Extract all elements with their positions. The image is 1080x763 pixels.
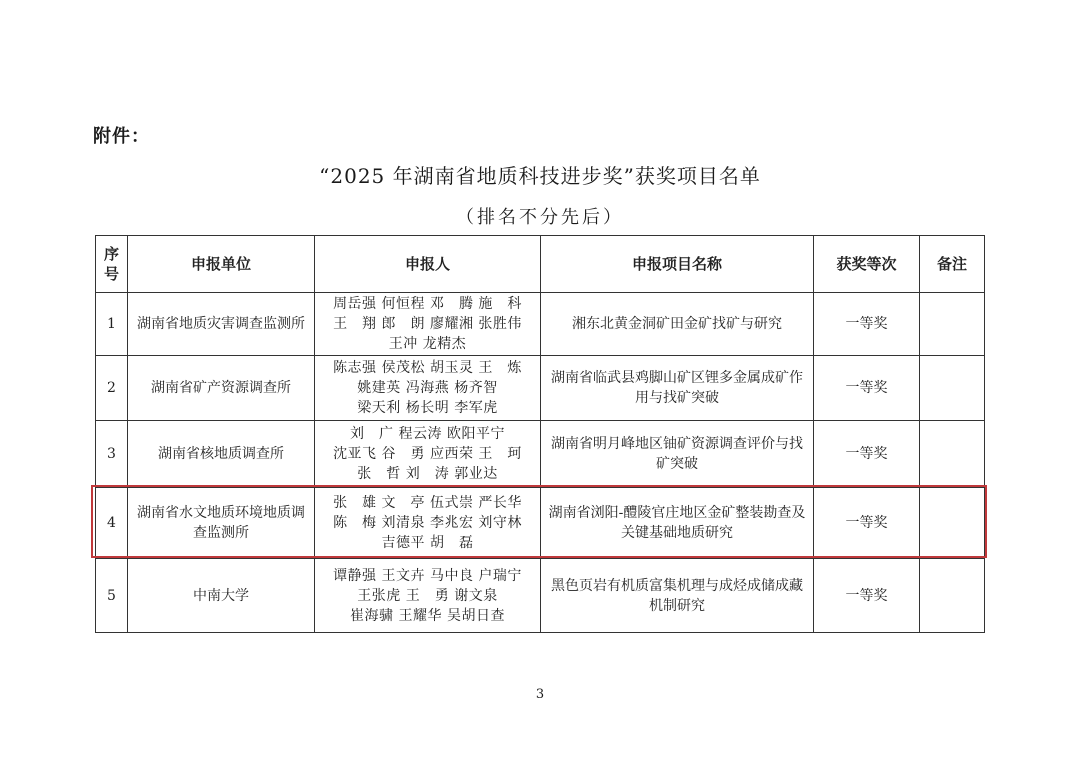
persons-line: 陈志强 侯茂松 胡玉灵 王 炼 [333,360,522,376]
persons-line: 沈亚飞 谷 勇 应西荣 王 珂 [333,446,522,462]
header-seq-line2: 号 [103,265,119,283]
persons-line: 张 雄 文 亭 伍式崇 严长华 [333,495,522,511]
cell-award: 一等奖 [814,356,920,421]
cell-note [920,488,985,559]
table-row-highlighted [96,488,985,559]
cell-unit: 湖南省水文地质环境地质调查监测所 [128,488,315,559]
header-persons: 申报人 [315,236,541,293]
cell-project: 湖南省临武县鸡脚山矿区锂多金属成矿作用与找矿突破 [541,356,814,421]
cell-seq: 3 [96,421,128,488]
persons-line: 崔海骕 王耀华 吴胡日查 [350,607,505,624]
cell-note [920,421,985,488]
cell-project: 黑色页岩有机质富集机理与成烃成储成藏机制研究 [541,559,814,633]
cell-unit: 湖南省地质灾害调查监测所 [128,293,315,356]
cell-award: 一等奖 [814,488,920,559]
cell-seq: 5 [96,559,128,633]
cell-note [920,559,985,633]
cell-project: 湘东北黄金洞矿田金矿找矿与研究 [541,293,814,356]
cell-seq: 4 [96,488,128,559]
header-project: 申报项目名称 [541,236,814,293]
cell-persons [315,559,541,633]
cell-award: 一等奖 [814,421,920,488]
cell-persons [315,488,541,559]
cell-unit: 湖南省核地质调查所 [128,421,315,488]
page-number: 3 [535,687,545,702]
table-row [96,421,985,488]
cell-award: 一等奖 [814,293,920,356]
header-seq [96,236,128,293]
persons-line: 刘 广 程云涛 欧阳平宁 [350,426,505,442]
cell-unit: 中南大学 [128,559,315,633]
attachment-label: 附件： [93,126,150,147]
table-row [96,293,985,356]
header-seq-line1: 序 [103,245,119,263]
persons-line: 谭静强 王文卉 马中良 户瑞宁 [333,567,522,584]
persons-line: 王冲 龙精杰 [388,336,467,352]
persons-line: 王张虎 王 勇 谢文泉 [357,587,498,604]
document-title: “2025 年湖南省地质科技进步奖”获奖项目名单 [319,164,761,188]
award-list-table [95,235,985,633]
header-award: 获奖等次 [814,236,920,293]
cell-seq: 1 [96,293,128,356]
persons-line: 梁天利 杨长明 李军虎 [357,400,498,416]
header-unit: 申报单位 [128,236,315,293]
persons-line: 姚建英 冯海燕 杨齐智 [357,380,498,396]
cell-persons [315,421,541,488]
cell-unit: 湖南省矿产资源调查所 [128,356,315,421]
persons-line: 张 哲 刘 涛 郭业达 [357,466,498,482]
persons-line: 吉德平 胡 磊 [381,535,474,551]
table-header-row [96,236,985,293]
cell-persons [315,293,541,356]
header-note: 备注 [920,236,985,293]
cell-note [920,293,985,356]
cell-project: 湖南省浏阳-醴陵官庄地区金矿整装勘查及关键基础地质研究 [541,488,814,559]
document-subtitle: （排名不分先后） [456,207,624,228]
table-row [96,559,985,633]
cell-project: 湖南省明月峰地区铀矿资源调查评价与找矿突破 [541,421,814,488]
table-row [96,356,985,421]
cell-note [920,356,985,421]
cell-award: 一等奖 [814,559,920,633]
cell-persons [315,356,541,421]
persons-line: 周岳强 何恒程 邓 腾 施 科 [333,296,522,312]
persons-line: 陈 梅 刘清泉 李兆宏 刘守林 [333,515,522,531]
persons-line: 王 翔 郎 朗 廖耀湘 张胜伟 [333,316,522,332]
cell-seq: 2 [96,356,128,421]
